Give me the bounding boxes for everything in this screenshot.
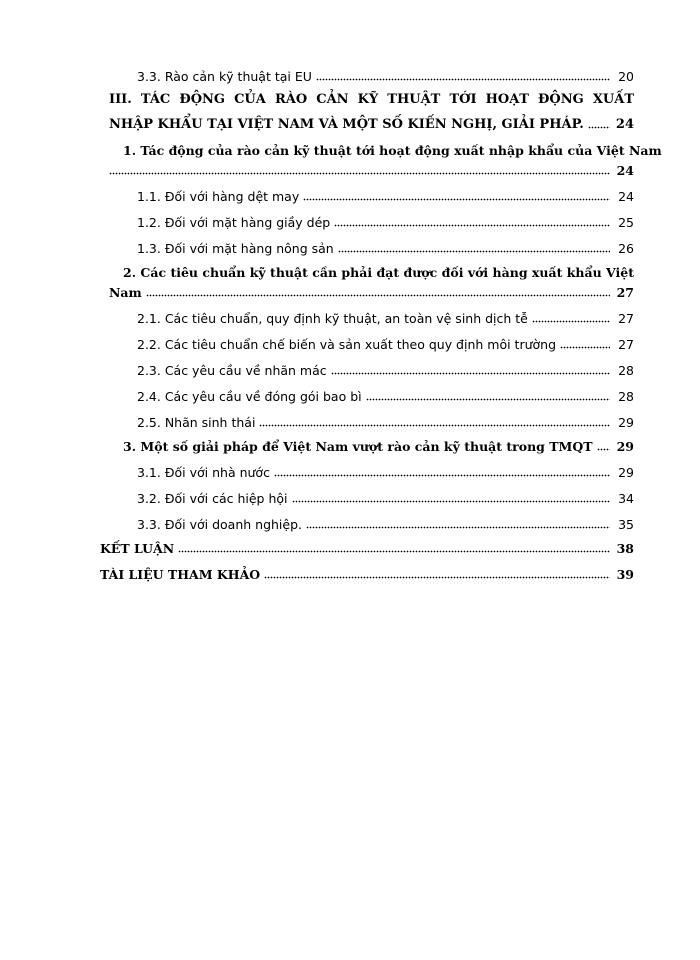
- toc-entry-2-4[interactable]: [0, 384, 700, 404]
- dot-leader: [331, 361, 610, 375]
- toc-entry-label: 3.3. Đối với doanh nghiệp.: [137, 517, 303, 532]
- toc-entry-2-1[interactable]: [0, 306, 700, 326]
- toc-entry-label: 2.1. Các tiêu chuẩn, quy định kỹ thuật, an toàn vệ sinh dịch tễ: [137, 311, 528, 326]
- toc-entry-3-1[interactable]: [0, 460, 700, 480]
- toc-entry-2-2[interactable]: [0, 332, 700, 352]
- toc-entry-page: 34: [618, 491, 634, 506]
- dot-leader: [274, 463, 610, 477]
- toc-entry-page: 25: [618, 215, 634, 230]
- toc-s2-line2[interactable]: [0, 280, 700, 300]
- toc-entry-page: 38: [616, 541, 634, 556]
- toc-s2-line1[interactable]: 2. Các tiêu chuẩn kỹ thuật cần phải đạt được đối với hàng xuất khẩu Việt: [123, 265, 634, 280]
- toc-s1-line2[interactable]: [0, 158, 700, 178]
- toc-s3[interactable]: [0, 434, 700, 454]
- toc-references[interactable]: [0, 562, 700, 582]
- toc-entry-label: 3.3. Rào cản kỹ thuật tại EU: [137, 69, 312, 84]
- dot-leader: [532, 309, 610, 323]
- dot-leader: [366, 387, 610, 401]
- dot-leader: [334, 213, 610, 227]
- dot-leader: [597, 437, 610, 451]
- toc-entry-page: 20: [618, 69, 634, 84]
- dot-leader: [588, 115, 610, 129]
- dot-leader: [264, 565, 610, 579]
- toc-section-3-line2[interactable]: [0, 112, 700, 132]
- toc-entry-page: 24: [618, 189, 634, 204]
- dot-leader: [146, 283, 610, 297]
- toc-entry-2-5[interactable]: [0, 410, 700, 430]
- toc-entry-label: 2.2. Các tiêu chuẩn chế biến và sản xuất theo quy định môi trường: [137, 337, 557, 352]
- toc-entry-label: 2.3. Các yêu cầu về nhãn mác: [137, 363, 327, 378]
- toc-entry-label: 3.2. Đối với các hiệp hội: [137, 491, 288, 506]
- toc-entry-label: 2.5. Nhãn sinh thái: [137, 415, 256, 430]
- toc-entry-page: 29: [618, 415, 634, 430]
- toc-entry-page: 35: [618, 517, 634, 532]
- toc-entry-page: 24: [615, 117, 634, 132]
- dot-leader: [560, 335, 610, 349]
- dot-leader: [178, 539, 610, 553]
- toc-entry-3-3[interactable]: [0, 512, 700, 532]
- toc-entry-page: 39: [616, 567, 634, 582]
- toc-entry-page: 26: [618, 241, 634, 256]
- toc-entry-page: 27: [616, 285, 634, 300]
- toc-entry-1-2[interactable]: [0, 210, 700, 230]
- toc-entry-page: 29: [618, 465, 634, 480]
- toc-s1-line1[interactable]: 1. Tác động của rào cản kỹ thuật tới hoạt động xuất nhập khẩu của Việt Nam: [123, 143, 662, 158]
- toc-conclusion[interactable]: [0, 536, 700, 556]
- dot-leader: [109, 161, 610, 175]
- toc-entry-1-1[interactable]: [0, 184, 700, 204]
- toc-entry-label: NHẬP KHẨU TẠI VIỆT NAM VÀ MỘT SỐ KIẾN NGHỊ, GIẢI PHÁP.: [109, 117, 584, 132]
- toc-entry-page: 28: [618, 363, 634, 378]
- toc-entry-label: KẾT LUẬN: [100, 541, 175, 556]
- dot-leader: [292, 489, 610, 503]
- toc-entry-label: 1.2. Đối với mặt hàng giầy dép: [137, 215, 331, 230]
- toc-entry-label: 1.1. Đối với hàng dệt may: [137, 189, 300, 204]
- toc-entry-label: TÀI LIỆU THAM KHẢO: [100, 567, 261, 582]
- toc-entry-label: 2.4. Các yêu cầu về đóng gói bao bì: [137, 389, 362, 404]
- toc-entry-3-2[interactable]: [0, 486, 700, 506]
- toc-entry-label: 3.1. Đối với nhà nước: [137, 465, 270, 480]
- toc-entry-eu[interactable]: [0, 64, 700, 84]
- toc-entry-page: 27: [618, 311, 634, 326]
- dot-leader: [316, 67, 610, 81]
- toc-entry-2-3[interactable]: [0, 358, 700, 378]
- dot-leader: [259, 413, 610, 427]
- toc-entry-page: 27: [618, 337, 634, 352]
- toc-section-3-line1[interactable]: III. TÁC ĐỘNG CỦA RÀO CẢN KỸ THUẬT TỚI HOẠT ĐỘNG XUẤT: [109, 92, 634, 107]
- toc-entry-page: 28: [618, 389, 634, 404]
- toc-entry-page: 29: [616, 439, 634, 454]
- dot-leader: [303, 187, 610, 201]
- toc-entry-page: 24: [616, 163, 634, 178]
- toc-entry-label: Nam: [109, 285, 142, 300]
- toc-entry-1-3[interactable]: [0, 236, 700, 256]
- dot-leader: [338, 239, 610, 253]
- toc-entry-label: 1.3. Đối với mặt hàng nông sản: [137, 241, 334, 256]
- toc-entry-label: 3. Một số giải pháp để Việt Nam vượt rào cản kỹ thuật trong TMQT: [123, 439, 593, 454]
- dot-leader: [306, 515, 610, 529]
